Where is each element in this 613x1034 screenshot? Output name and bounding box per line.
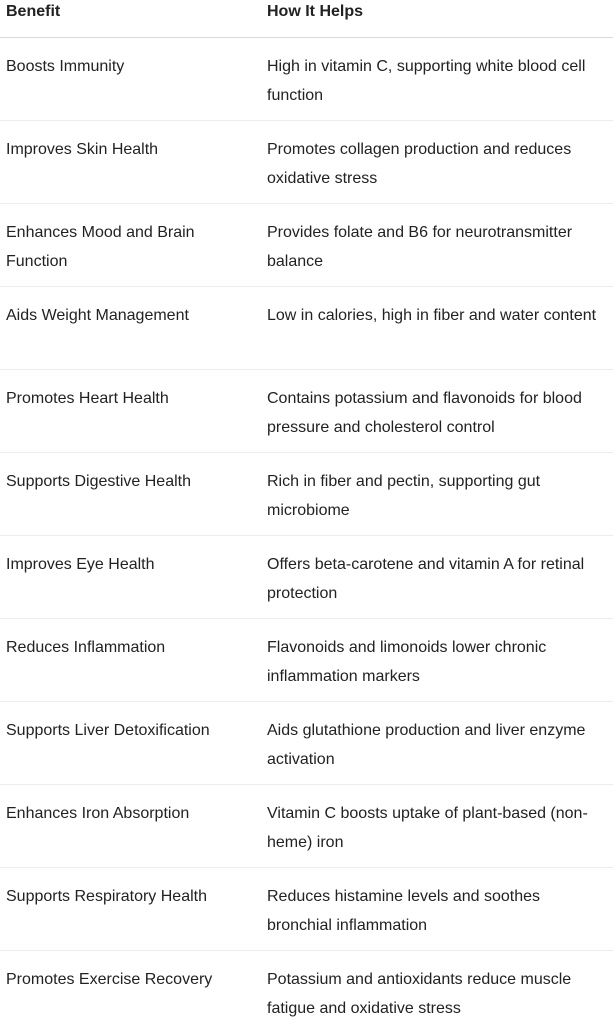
table-row	[0, 785, 613, 868]
benefit-cell: Promotes Heart Health	[6, 390, 169, 407]
how-it-helps-cell: Flavonoids and limonoids lower chronic inflammation markers	[267, 639, 547, 685]
how-it-helps-cell: Contains potassium and flavonoids for blood pressure and cholesterol control	[267, 390, 582, 436]
table-row	[0, 702, 613, 785]
table-row	[0, 536, 613, 619]
benefit-cell: Aids Weight Management	[6, 307, 189, 324]
how-it-helps-cell: Rich in fiber and pectin, supporting gut microbiome	[267, 473, 541, 519]
table-row	[0, 370, 613, 453]
table-row	[0, 204, 613, 287]
table-row	[0, 38, 613, 121]
benefit-cell: Reduces Inflammation	[6, 639, 166, 656]
benefit-cell: Supports Respiratory Health	[6, 888, 207, 905]
table-header-row	[0, 0, 613, 38]
how-it-helps-cell: Reduces histamine levels and soothes bronchial inflammation	[267, 888, 541, 934]
benefit-cell: Improves Eye Health	[6, 556, 155, 573]
benefit-cell: Supports Digestive Health	[6, 473, 191, 490]
table-row	[0, 453, 613, 536]
benefit-cell: Improves Skin Health	[6, 141, 159, 158]
how-it-helps-cell: Vitamin C boosts uptake of plant-based (non-heme) iron	[267, 805, 588, 851]
table-row	[0, 287, 613, 370]
benefit-cell: Boosts Immunity	[6, 58, 125, 75]
header-how-it-helps: How It Helps	[267, 3, 364, 20]
benefit-cell: Supports Liver Detoxification	[6, 722, 210, 739]
how-it-helps-cell: Promotes collagen production and reduces oxidative stress	[267, 141, 572, 187]
table-row	[0, 121, 613, 204]
table-row	[0, 868, 613, 951]
how-it-helps-cell: High in vitamin C, supporting white blood cell function	[267, 58, 586, 104]
benefit-cell: Promotes Exercise Recovery	[6, 971, 213, 988]
table-row	[0, 619, 613, 702]
how-it-helps-cell: Aids glutathione production and liver enzyme activation	[267, 722, 586, 768]
how-it-helps-cell: Potassium and antioxidants reduce muscle fatigue and oxidative stress	[267, 971, 572, 1017]
benefit-cell: Enhances Iron Absorption	[6, 805, 190, 822]
header-benefit: Benefit	[6, 3, 61, 20]
benefit-cell: Enhances Mood and Brain Function	[6, 224, 195, 270]
how-it-helps-cell: Low in calories, high in fiber and water content	[267, 307, 597, 324]
how-it-helps-cell: Offers beta-carotene and vitamin A for retinal protection	[267, 556, 585, 602]
table-row	[0, 951, 613, 1034]
how-it-helps-cell: Provides folate and B6 for neurotransmitter balance	[267, 224, 573, 270]
